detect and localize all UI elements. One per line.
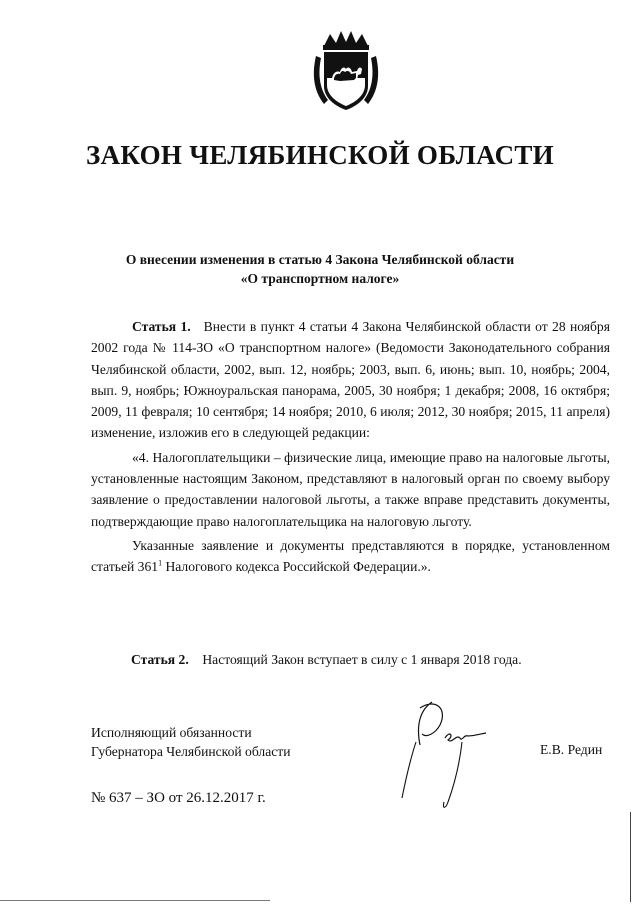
article-1-intro [91, 316, 610, 444]
quote-paragraph-2-end: Налогового кодекса Российской Федерации.». [162, 559, 431, 575]
scan-bottom-line [0, 900, 270, 901]
article-2-text: Настоящий Закон вступает в силу с 1 января 2018 года. [202, 652, 522, 667]
article-2-label: Статья 2. [131, 652, 189, 667]
article-1-intro-text: Внести в пункт 4 статьи 4 Закона Челябинской области от 28 ноября 2002 года № 114-ЗО «О транспортном налоге» (Ведомости Законодательного собрания Челябинской области, 2002, вып. 12, ноябрь; 2003, вып. 6, июнь; вып. 10, ноябрь; 2004, вып. 9, ноябрь; Южноуральская панорама, 2005, 30 ноября; 1 декабря; 2008, 16 октября; 2009, 11 февраля; 10 сентября; 14 ноября; 2010, 6 июля; 2012, 30 ноября; 2015, 11 апреля) изменение, изложив его в следующей редакции: [91, 319, 610, 441]
law-number: № 637 – ЗО от 26.12.2017 г. [91, 790, 266, 806]
article-1-label: Статья 1. [132, 319, 191, 334]
article-number-superscript: 1 [158, 558, 163, 568]
article-1-quote-paragraph-2 [91, 535, 610, 578]
quote-paragraph-2-text: Указанные заявление и документы представляются в порядке, установленном статьей 361 [91, 537, 610, 575]
subject-line-1: О внесении изменения в статью 4 Закона Челябинской области [125, 252, 515, 267]
signatory-position-line-1: Исполняющий обязанности [91, 725, 252, 740]
scan-edge-line [630, 812, 631, 902]
law-title: ЗАКОН ЧЕЛЯБИНСКОЙ ОБЛАСТИ [86, 140, 554, 170]
article-2 [131, 652, 522, 668]
signatory-position-line-2: Губернатора Челябинской области [91, 744, 291, 759]
article-1 [91, 316, 610, 578]
coat-of-arms-icon [310, 28, 382, 112]
subject-line-2: «О транспортном налоге» [240, 271, 400, 286]
handwritten-signature [390, 690, 500, 815]
law-subject [0, 250, 640, 288]
signatory-name: Е.В. Редин [540, 742, 603, 757]
signatory-position [91, 723, 291, 761]
article-1-quote-paragraph-1: «4. Налогоплательщики – физические лица, имеющие право на налоговые льготы, установленные настоящим Законом, представляют в налоговый орган по своему выбору заявление о предоставлении налоговой льготы, а также вправе представить документы, подтверждающие право налогоплательщика на налоговую льготу. [91, 449, 610, 529]
